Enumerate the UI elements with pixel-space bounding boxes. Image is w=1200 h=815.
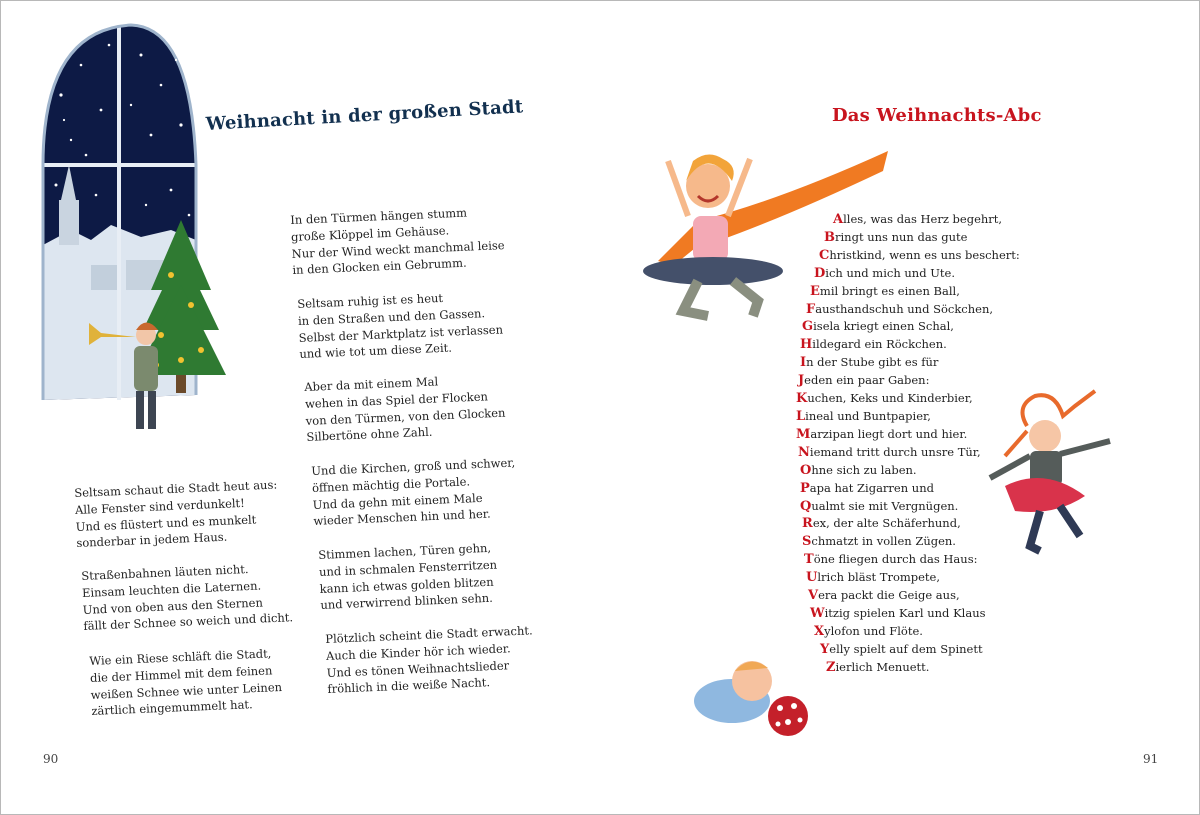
dancing-girl-illustration (985, 386, 1125, 561)
poem-line: und in schmalen Fensterritzen (318, 557, 498, 579)
poem-line: von den Türmen, von den Glocken (305, 405, 506, 428)
poem-line: und wie tot um diese Zeit. (299, 340, 453, 362)
abc-initial-letter: X (814, 623, 825, 639)
abc-line (796, 659, 1020, 677)
stanza (304, 371, 506, 446)
abc-line (796, 605, 1020, 623)
poem-line: Aber da mit einem Mal (304, 374, 439, 394)
poem-line: weißen Schnee wie unter Leinen (90, 679, 283, 702)
poem-line: in den Straßen und den Gassen. (297, 305, 486, 328)
abc-initial-letter: Z (826, 659, 836, 675)
abc-line-text: hne sich zu laben. (811, 462, 917, 477)
right-page (600, 1, 1199, 814)
poem-line: Alle Fenster sind verdunkelt! (74, 495, 246, 517)
abc-initial-letter: T (804, 552, 814, 568)
window-night-illustration (31, 15, 231, 445)
abc-initial-letter: L (796, 408, 806, 424)
abc-initial-letter: J (798, 373, 805, 389)
crawling-baby-illustration (690, 646, 820, 746)
abc-line-text: ich und mich und Ute. (825, 265, 955, 280)
abc-initial-letter: R (802, 516, 813, 532)
abc-initial-letter: U (806, 570, 818, 586)
abc-initial-letter: O (800, 462, 812, 478)
stanza (311, 454, 518, 530)
abc-line-text: apa hat Zigarren und (809, 480, 934, 495)
abc-line-text: iemand tritt durch unsre Tür, (809, 444, 981, 459)
abc-initial-letter: N (798, 444, 810, 460)
abc-line-text: elly spielt auf dem Spinett (829, 641, 983, 656)
abc-line (796, 229, 1020, 247)
poem-line: öffnen mächtig die Portale. (311, 474, 471, 495)
ball-icon (768, 696, 808, 736)
abc-line (796, 211, 1020, 229)
abc-initial-letter: B (824, 229, 835, 245)
abc-line-text: itzig spielen Karl und Klaus (824, 605, 986, 620)
abc-initial-letter: P (800, 480, 810, 496)
abc-line (796, 318, 1020, 336)
abc-line (796, 265, 1020, 283)
abc-line (796, 301, 1020, 319)
page-number-left: 90 (43, 752, 59, 766)
abc-initial-letter: M (796, 426, 811, 442)
abc-line-text: hristkind, wenn es uns beschert: (829, 247, 1020, 262)
poem-line: Einsam leuchten die Laternen. (81, 578, 262, 600)
stanza (89, 645, 283, 720)
poem-line: In den Türmen hängen stumm (290, 205, 468, 227)
abc-initial-letter: I (800, 355, 807, 371)
poem-line: Wie ein Riese schläft die Stadt, (89, 646, 272, 668)
left-page (1, 1, 600, 814)
abc-initial-letter: W (810, 605, 825, 621)
abc-line-text: ualmt sie mit Vergnügen. (811, 498, 959, 513)
poem-line: Und es flüstert und es munkelt (75, 511, 257, 534)
stanza (318, 540, 499, 615)
poem-line: Auch die Kinder hör ich wieder. (325, 641, 511, 663)
abc-line (796, 623, 1020, 641)
abc-line-text: n der Stube gibt es für (806, 355, 939, 370)
poem-line: wehen in das Spiel der Flocken (304, 389, 489, 411)
abc-line (796, 354, 1020, 372)
abc-line-text: ierlich Menuett. (835, 659, 930, 674)
abc-line (796, 587, 1020, 605)
abc-line-text: öne fliegen durch das Haus: (813, 552, 978, 567)
stanza (297, 287, 504, 363)
stanza (290, 203, 506, 279)
abc-initial-letter: A (833, 212, 844, 227)
abc-initial-letter: H (800, 337, 813, 353)
abc-line (796, 641, 1020, 659)
abc-initial-letter: Q (800, 498, 812, 514)
stanza (74, 476, 280, 552)
abc-line-text: arzipan liegt dort und hier. (810, 426, 968, 441)
poem-line: fröhlich in die weiße Nacht. (327, 675, 491, 697)
skirt-icon (1005, 478, 1085, 512)
poem-line: Und da gehn mit einem Male (312, 490, 483, 512)
page-number-right: 91 (1143, 752, 1159, 766)
abc-initial-letter: D (814, 265, 826, 281)
abc-line (796, 569, 1020, 587)
poem-title-right: Das Weihnachts-Abc (832, 105, 1042, 126)
poem-line: sonderbar in jedem Haus. (76, 530, 228, 551)
abc-initial-letter: F (806, 301, 816, 317)
abc-line-text: chmatzt in vollen Zügen. (811, 534, 956, 549)
abc-initial-letter: Y (820, 641, 830, 657)
poem-line: Straßenbahnen läuten nicht. (81, 561, 249, 583)
poem-line: große Klöppel im Gehäuse. (290, 223, 450, 244)
poem-line: zärtlich eingemummelt hat. (91, 697, 253, 719)
poem-line: fällt der Schnee so weich und dicht. (83, 610, 294, 634)
abc-initial-letter: S (802, 534, 812, 550)
poem-line: Seltsam schaut die Stadt heut aus: (74, 477, 278, 500)
abc-initial-letter: K (796, 391, 808, 407)
abc-line-text: era packt die Geige aus, (818, 588, 960, 603)
poem-line: Nur der Wind weckt manchmal leise (291, 237, 505, 261)
poem-line: wieder Menschen hin und her. (313, 506, 491, 529)
poem-line: Silbertöne ohne Zahl. (306, 425, 433, 445)
abc-line-text: ildegard ein Röckchen. (812, 337, 947, 352)
poem-line: kann ich etwas golden blitzen (319, 574, 494, 596)
abc-initial-letter: G (802, 319, 814, 335)
abc-line (796, 247, 1020, 265)
poem-line: Und die Kirchen, groß und schwer, (311, 455, 516, 478)
abc-line (796, 283, 1020, 301)
poem-title-left: Weihnacht in der großen Stadt (205, 96, 524, 135)
poem-line: und verwirrend blinken sehn. (320, 591, 494, 613)
poem-line: Und es tönen Weihnachtslieder (326, 657, 510, 680)
poem-line: Plötzlich scheint die Stadt erwacht. (325, 623, 533, 646)
poem-line: Und von oben aus den Sternen (82, 595, 264, 617)
abc-line-text: lrich bläst Trompete, (817, 570, 941, 585)
abc-initial-letter: E (810, 283, 820, 299)
abc-line (796, 336, 1020, 354)
abc-line-text: austhandschuh und Söckchen, (815, 301, 994, 316)
poem-line: die der Himmel mit dem feinen (89, 663, 273, 685)
stanza (81, 559, 293, 635)
abc-line-text: isela kriegt einen Schal, (813, 319, 954, 334)
abc-line-text: uchen, Keks und Kinderbier, (807, 391, 973, 406)
abc-line-text: ylofon und Flöte. (824, 623, 923, 638)
poem-line: Stimmen lachen, Türen gehn, (318, 540, 492, 562)
abc-line-text: mil bringt es einen Ball, (819, 283, 960, 298)
poem-line: Selbst der Marktplatz ist verlassen (298, 322, 504, 345)
abc-line-text: eden ein paar Gaben: (804, 373, 930, 388)
abc-line-text: lles, was das Herz begehrt, (843, 212, 1003, 226)
abc-line-text: ineal und Buntpapier, (805, 408, 931, 423)
abc-initial-letter: V (808, 588, 819, 604)
abc-initial-letter: C (819, 247, 830, 263)
abc-line-text: ringt uns nun das gute (835, 229, 968, 244)
poem-line: Seltsam ruhig ist es heut (297, 290, 444, 311)
abc-line-text: ex, der alte Schäferhund, (812, 516, 961, 531)
stanza (325, 622, 535, 698)
poem-line: in den Glocken ein Gebrumm. (292, 256, 467, 278)
